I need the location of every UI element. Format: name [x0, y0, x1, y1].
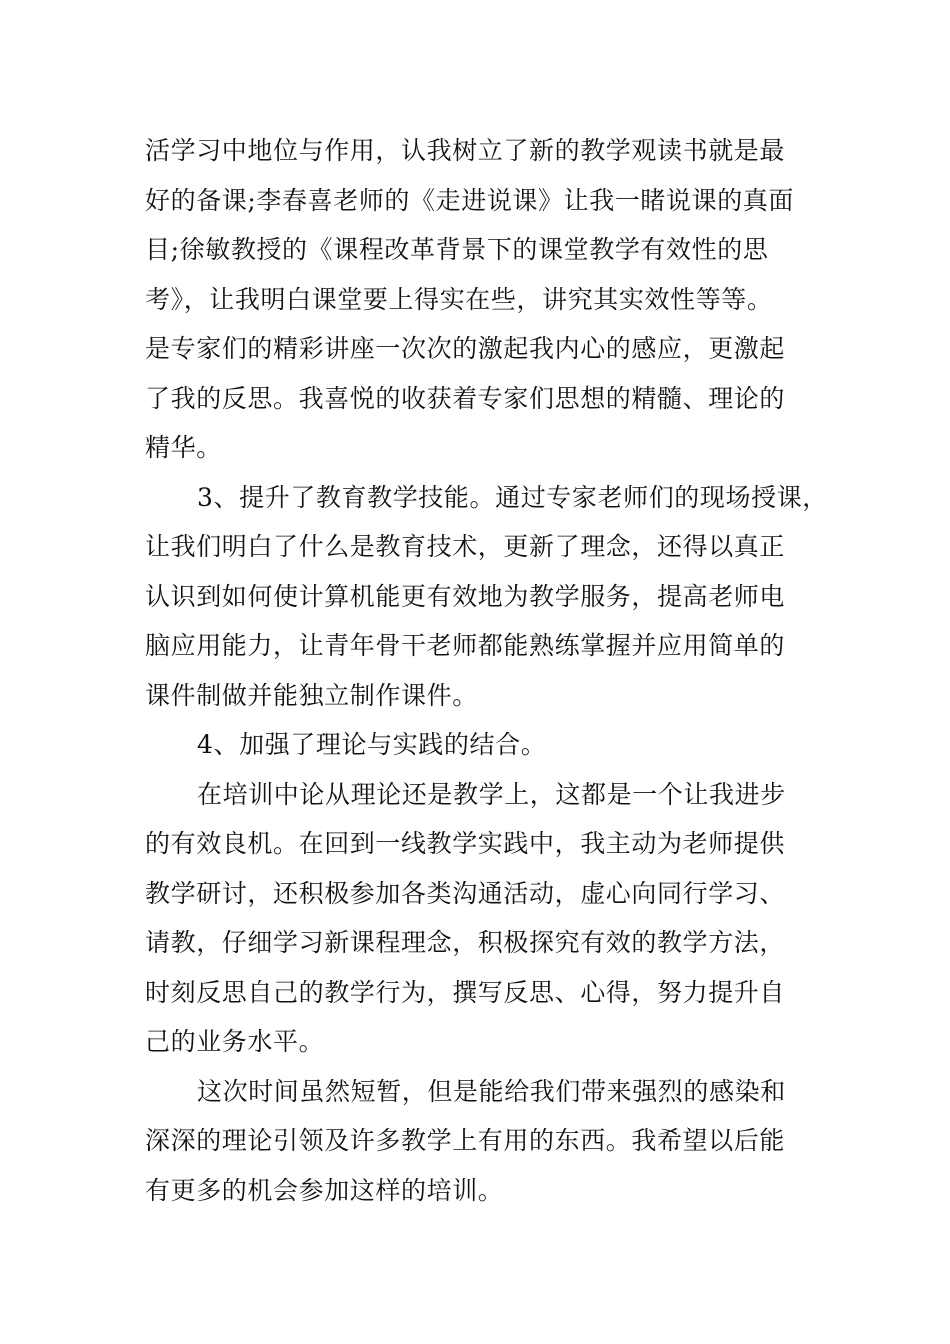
text-line: 精华。: [145, 433, 222, 462]
text-line: 了我的反思。我喜悦的收获着专家们思想的精髓、理论的: [145, 383, 786, 413]
text-line: 有更多的机会参加这样的培训。: [145, 1175, 504, 1205]
text-line: 让我们明白了什么是教育技术，更新了理念，还得以真正: [145, 532, 786, 561]
text-line: 好的备课;李春喜老师的《走进说课》让我一睹说课的真面: [145, 185, 795, 215]
text-line: 己的业务水平。: [145, 1027, 325, 1056]
text-line: 是专家们的精彩讲座一次次的激起我内心的感应，更激起: [145, 334, 786, 363]
paragraph-start-line: 4、加强了理论与实践的结合。: [197, 730, 547, 759]
text-line: 教学研讨，还积极参加各类沟通活动，虚心向同行学习、: [145, 878, 786, 908]
document-body: [145, 126, 828, 1215]
text-line: 课件制做并能独立制作课件。: [145, 680, 478, 710]
text-line: 认识到如何使计算机能更有效地为教学服务，提高老师电: [145, 581, 786, 611]
text-line: 深深的理论引领及许多教学上有用的东西。我希望以后能: [145, 1126, 786, 1155]
text-line: 考》，让我明白课堂要上得实在些，讲究其实效性等等。: [145, 284, 773, 314]
text-line: 的有效良机。在回到一线教学实践中，我主动为老师提供: [145, 829, 786, 858]
text-line: 时刻反思自己的教学行为，撰写反思、心得，努力提升自: [145, 977, 786, 1007]
text-line: 目;徐敏教授的《课程改革背景下的课堂教学有效性的思: [145, 235, 769, 264]
paragraph-start-line: 3、提升了教育教学技能。通过专家老师们的现场授课，: [197, 482, 828, 512]
text-line: 请教，仔细学习新课程理念，积极探究有效的教学方法，: [145, 928, 786, 957]
paragraph-start-line: 这次时间虽然短暂，但是能给我们带来强烈的感染和: [197, 1076, 786, 1106]
paragraph-start-line: 在培训中论从理论还是教学上，这都是一个让我进步: [197, 779, 786, 809]
text-line: 脑应用能力，让青年骨干老师都能熟练掌握并应用简单的: [145, 631, 786, 660]
text-line: 活学习中地位与作用，认我树立了新的教学观读书就是最: [145, 136, 786, 165]
